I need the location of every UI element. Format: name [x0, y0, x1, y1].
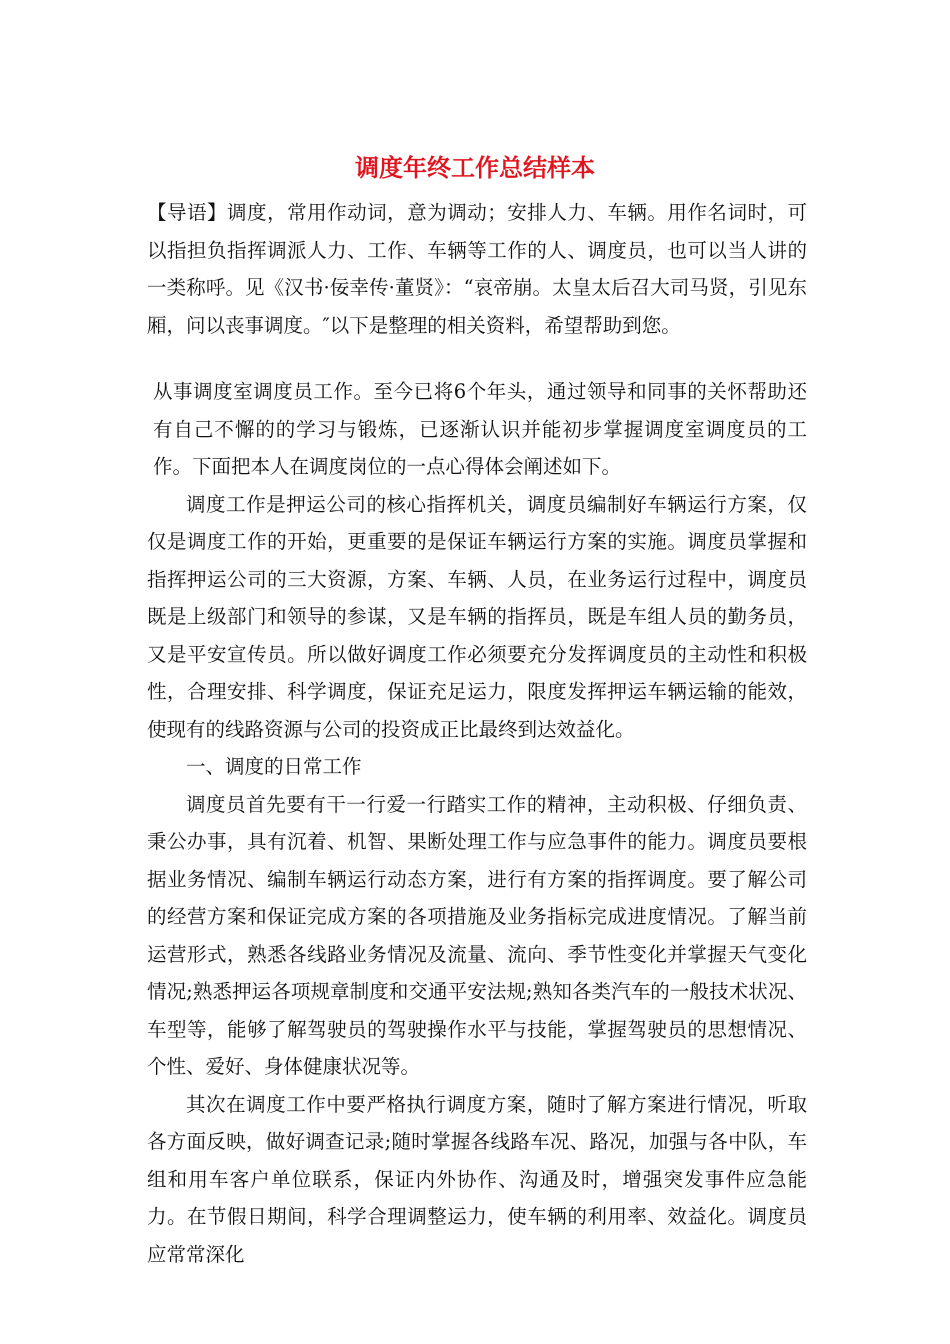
body-paragraph-2: 调度工作是押运公司的核心指挥机关，调度员编制好车辆运行方案，仅仅是调度工作的开始，更重要的是保证车辆运行方案的实施。调度员掌握和指挥押运公司的三大资源，方案、车辆、人员，在业务运行过程中，调度员既是上级部门和领导的参谋，又是车辆的指挥员，既是车组人员的勤务员，又是平安宣传员。所以做好调度工作必须要充分发挥调度员的主动性和积极性，合理安排、科学调度，保证充足运力，限度发挥押运车辆运输的能效，使现有的线路资源与公司的投资成正比最终到达效益化。 — [147, 492, 807, 741]
body-paragraph-1: 从事调度室调度员工作。至今已将6个年头，通过领导和同事的关怀帮助还有自己不懈的的学习与锻炼，已逐渐认识并能初步掌握调度室调度员的工作。下面把本人在调度岗位的一点心得体会阐述如下。 — [153, 380, 807, 478]
section-heading-daily-work: 一、调度的日常工作 — [186, 755, 362, 778]
document-body — [147, 373, 807, 1273]
intro-paragraph: 【导语】调度，常用作动词，意为调动；安排人力、车辆。用作名词时，可以指担负指挥调派人力、工作、车辆等工作的人、调度员，也可以当人讲的一类称呼。见《汉书·佞幸传·董贤》：“哀帝崩。太皇太后召大司马贤，引见东厢，问以丧事调度。″以下是整理的相关资料，希望帮助到您。 — [147, 201, 807, 337]
body-paragraph-3: 调度员首先要有干一行爱一行踏实工作的精神，主动积极、仔细负责、秉公办事，具有沉着、机智、果断处理工作与应急事件的能力。调度员要根据业务情况、编制车辆运行动态方案，进行有方案的指挥调度。要了解公司的经营方案和保证完成方案的各项措施及业务指标完成进度情况。了解当前运营形式，熟悉各线路业务情况及流量、流向、季节性变化并掌握天气变化情况;熟悉押运各项规章制度和交通平安法规;熟知各类汽车的一般技术状况、车型等，能够了解驾驶员的驾驶操作水平与技能，掌握驾驶员的思想情况、个性、爱好、身体健康状况等。 — [147, 792, 807, 1078]
body-paragraph-4: 其次在调度工作中要严格执行调度方案，随时了解方案进行情况，听取各方面反映，做好调查记录;随时掌握各线路车况、路况，加强与各中队，车组和用车客户单位联系，保证内外协作、沟通及时，增强突发事件应急能力。在节假日期间，科学合理调整运力，使车辆的利用率、效益化。调度员应常常深化 — [147, 1092, 807, 1266]
page-title: 调度年终工作总结样本 — [355, 153, 595, 182]
